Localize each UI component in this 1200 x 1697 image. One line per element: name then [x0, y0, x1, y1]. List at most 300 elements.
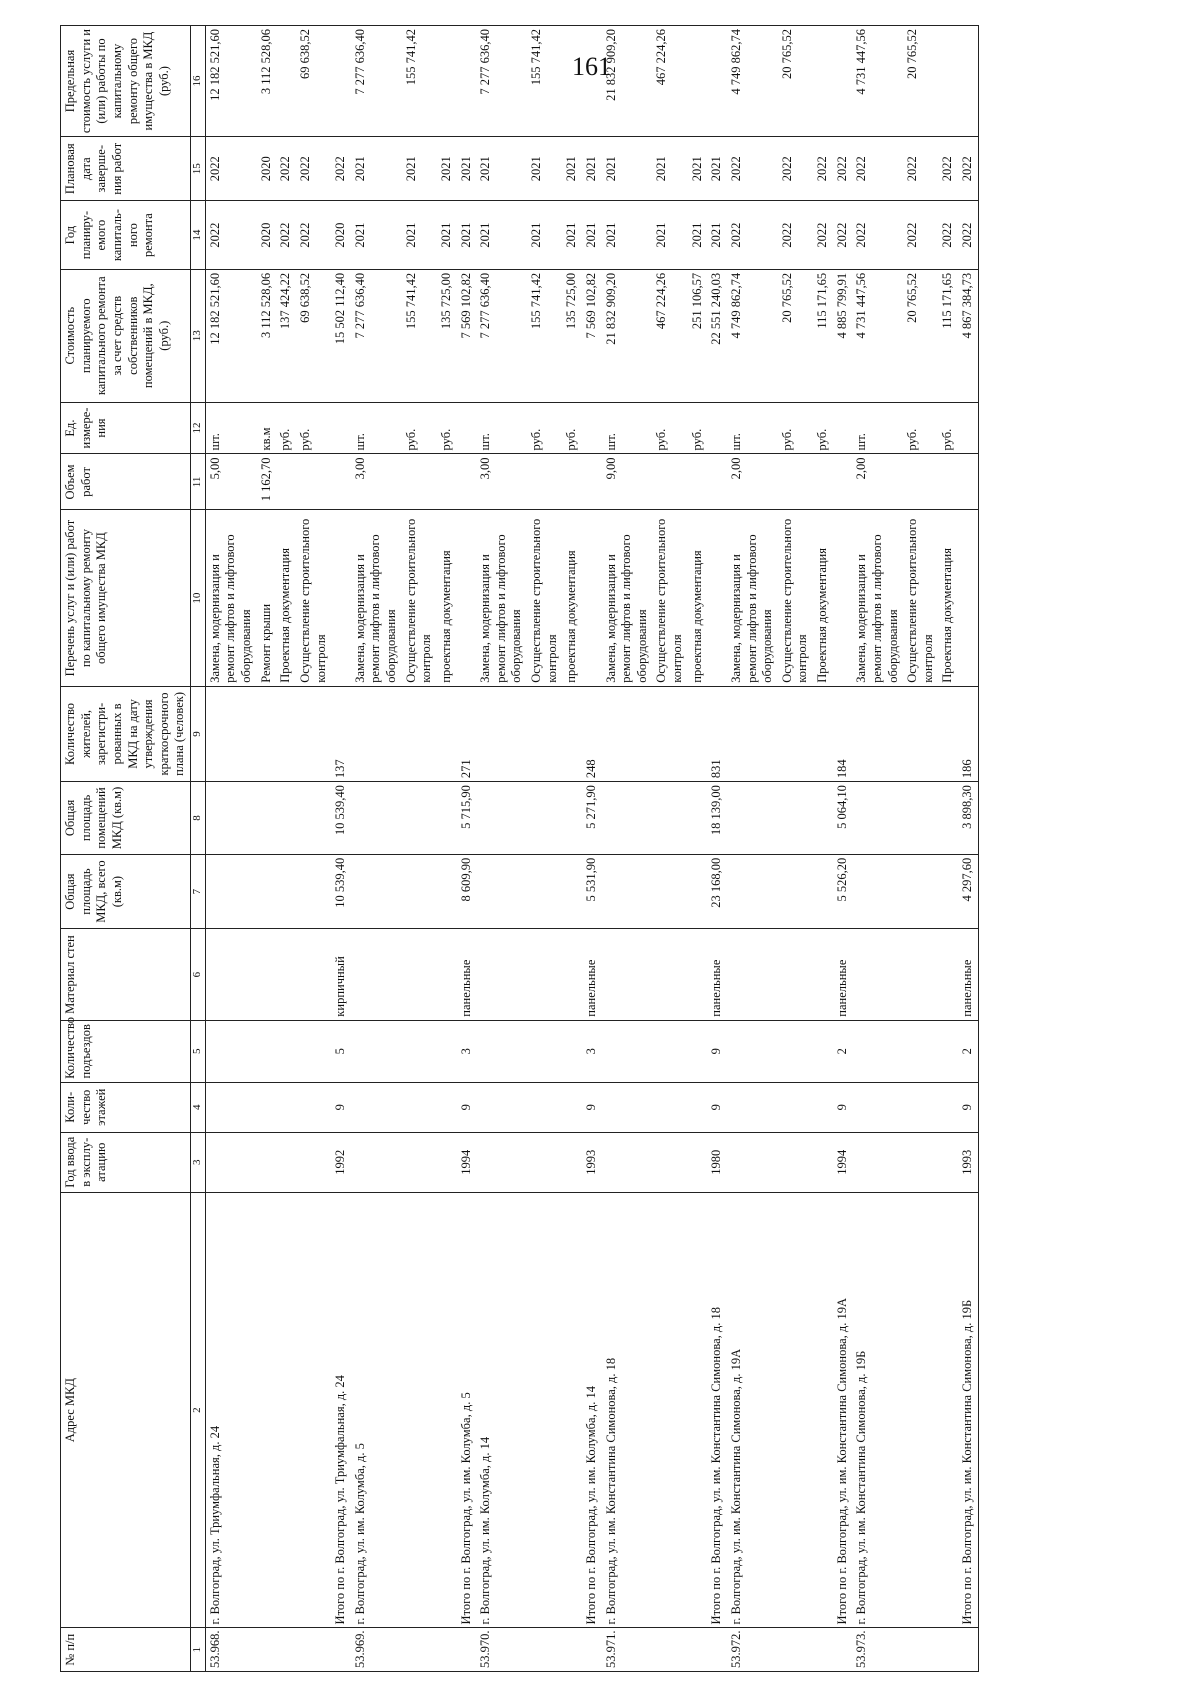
cell-col-3 [903, 1132, 938, 1192]
cell-col-3 [852, 1132, 903, 1192]
cell-col-10: Проектная документация [813, 510, 833, 686]
cell-col-12: кв.м [257, 402, 277, 454]
cell-col-3: 1994 [833, 1132, 853, 1192]
cell-col-16 [582, 26, 602, 137]
cell-col-9 [852, 686, 903, 781]
cell-col-2 [903, 1192, 938, 1628]
cell-col-9 [602, 686, 653, 781]
cell-col-16: 155 741,42 [527, 26, 562, 137]
cell-col-13: 4 749 862,74 [727, 269, 778, 402]
cell-col-11 [331, 454, 351, 510]
cell-col-15: 2021 [402, 137, 437, 201]
cell-col-3 [402, 1132, 437, 1192]
column-number: 10 [191, 510, 206, 686]
cell-col-15: 2022 [903, 137, 938, 201]
cell-col-15: 2022 [331, 137, 351, 201]
cell-col-14: 2021 [437, 201, 457, 269]
cell-col-8 [652, 782, 687, 855]
cell-col-3 [527, 1132, 562, 1192]
cell-col-9 [562, 686, 582, 781]
table-row [476, 26, 527, 1672]
cell-col-13: 135 725,00 [437, 269, 457, 402]
cell-col-6 [813, 929, 833, 1020]
cell-col-3 [562, 1132, 582, 1192]
cell-col-1 [582, 1628, 602, 1672]
cell-col-13: 20 765,52 [903, 269, 938, 402]
cell-col-8 [938, 782, 958, 855]
total-row [331, 26, 351, 1672]
rotated-table-wrapper [60, 25, 1160, 1672]
cell-col-6 [852, 929, 903, 1020]
cell-col-8 [778, 782, 813, 855]
cell-col-16: 3 112 528,06 [257, 26, 277, 137]
cell-col-5: 9 [707, 1020, 727, 1082]
cell-col-7 [527, 854, 562, 929]
cell-col-6 [903, 929, 938, 1020]
cell-col-11 [778, 454, 813, 510]
cell-col-15: 2022 [276, 137, 296, 201]
cell-col-1: 53.970. [476, 1628, 527, 1672]
header-cell: Плановая дата заверше-ния работ [61, 137, 191, 201]
cell-col-11 [402, 454, 437, 510]
cell-col-12: шт. [351, 402, 402, 454]
cell-col-10 [582, 510, 602, 686]
cell-col-5: 3 [582, 1020, 602, 1082]
cell-col-6 [205, 929, 256, 1020]
cell-col-2: г. Волгоград, ул. им. Константина Симонова, д. 18 [602, 1192, 653, 1628]
cell-col-10: Осуществление строительного контроля [652, 510, 687, 686]
cell-col-9 [476, 686, 527, 781]
cell-col-14: 2021 [582, 201, 602, 269]
cell-col-11 [296, 454, 331, 510]
cell-col-7 [437, 854, 457, 929]
table-row [402, 26, 437, 1672]
column-number: 6 [191, 929, 206, 1020]
table-row [813, 26, 833, 1672]
cell-col-6 [296, 929, 331, 1020]
cell-col-11 [457, 454, 477, 510]
cell-col-9 [437, 686, 457, 781]
cell-col-1 [833, 1628, 853, 1672]
total-row [457, 26, 477, 1672]
cell-col-11 [652, 454, 687, 510]
column-number: 7 [191, 854, 206, 929]
cell-col-11 [958, 454, 978, 510]
cell-col-9: 248 [582, 686, 602, 781]
cell-col-13: 467 224,26 [652, 269, 687, 402]
cell-col-5: 3 [457, 1020, 477, 1082]
cell-col-1 [437, 1628, 457, 1672]
cell-col-1 [257, 1628, 277, 1672]
cell-col-3 [778, 1132, 813, 1192]
cell-col-11: 1 162,70 [257, 454, 277, 510]
cell-col-6 [602, 929, 653, 1020]
cell-col-5: 2 [958, 1020, 978, 1082]
header-cell: № п/п [61, 1628, 191, 1672]
cell-col-4 [351, 1082, 402, 1132]
cell-col-13: 135 725,00 [562, 269, 582, 402]
cell-col-12: руб. [688, 402, 708, 454]
cell-col-12: руб. [296, 402, 331, 454]
cell-col-14: 2021 [351, 201, 402, 269]
cell-col-16 [938, 26, 958, 137]
cell-col-10: Осуществление строительного контроля [778, 510, 813, 686]
column-number-row [191, 26, 206, 1672]
cell-col-2 [688, 1192, 708, 1628]
cell-col-14: 2021 [707, 201, 727, 269]
cell-col-12: руб. [903, 402, 938, 454]
cell-col-10: Замена, модернизация и ремонт лифтов и лифтового оборудования [727, 510, 778, 686]
cell-col-12 [958, 402, 978, 454]
cell-col-15: 2021 [527, 137, 562, 201]
cell-col-12: руб. [527, 402, 562, 454]
cell-col-10: Замена, модернизация и ремонт лифтов и лифтового оборудования [852, 510, 903, 686]
cell-col-6: панельные [582, 929, 602, 1020]
cell-col-8 [205, 782, 256, 855]
cell-col-3 [652, 1132, 687, 1192]
page-number: 161 [572, 52, 611, 81]
cell-col-12: шт. [852, 402, 903, 454]
cell-col-10: проектная документация [437, 510, 457, 686]
cell-col-5 [688, 1020, 708, 1082]
cell-col-11 [562, 454, 582, 510]
cell-col-16: 20 765,52 [778, 26, 813, 137]
cell-col-3: 1980 [707, 1132, 727, 1192]
header-row [61, 26, 191, 1672]
cell-col-15: 2021 [476, 137, 527, 201]
header-cell: Адрес МКД [61, 1192, 191, 1628]
cell-col-13: 22 551 240,03 [707, 269, 727, 402]
cell-col-8 [351, 782, 402, 855]
cell-col-1 [402, 1628, 437, 1672]
cell-col-2: Итого по г. Волгоград, ул. им. Колумба, д. 14 [582, 1192, 602, 1628]
cell-col-5 [652, 1020, 687, 1082]
cell-col-13: 115 171,65 [938, 269, 958, 402]
cell-col-9: 186 [958, 686, 978, 781]
cell-col-1 [707, 1628, 727, 1672]
cell-col-7: 5 526,20 [833, 854, 853, 929]
cell-col-1 [813, 1628, 833, 1672]
cell-col-8 [602, 782, 653, 855]
cell-col-11: 9,00 [602, 454, 653, 510]
cell-col-1 [688, 1628, 708, 1672]
cell-col-1 [331, 1628, 351, 1672]
cell-col-5 [437, 1020, 457, 1082]
cell-col-3 [437, 1132, 457, 1192]
cell-col-3 [351, 1132, 402, 1192]
cell-col-3 [688, 1132, 708, 1192]
cell-col-1: 53.971. [602, 1628, 653, 1672]
cell-col-12 [582, 402, 602, 454]
cell-col-16: 4 749 862,74 [727, 26, 778, 137]
cell-col-7: 23 168,00 [707, 854, 727, 929]
cell-col-4 [562, 1082, 582, 1132]
cell-col-9 [205, 686, 256, 781]
cell-col-4 [778, 1082, 813, 1132]
cell-col-10: Проектная документация [938, 510, 958, 686]
cell-col-15: 2022 [938, 137, 958, 201]
cell-col-5 [257, 1020, 277, 1082]
cell-col-11 [527, 454, 562, 510]
cell-col-9 [351, 686, 402, 781]
cell-col-3: 1994 [457, 1132, 477, 1192]
column-number: 11 [191, 454, 206, 510]
cell-col-13: 115 171,65 [813, 269, 833, 402]
cell-col-7 [476, 854, 527, 929]
cell-col-9 [688, 686, 708, 781]
cell-col-10: проектная документация [562, 510, 582, 686]
cell-col-3 [727, 1132, 778, 1192]
cell-col-11 [437, 454, 457, 510]
cell-col-12: руб. [276, 402, 296, 454]
cell-col-15: 2022 [833, 137, 853, 201]
cell-col-2: г. Волгоград, ул. им. Колумба, д. 5 [351, 1192, 402, 1628]
cell-col-12 [833, 402, 853, 454]
cell-col-8 [276, 782, 296, 855]
cell-col-14: 2021 [562, 201, 582, 269]
cell-col-8 [527, 782, 562, 855]
cell-col-12: руб. [938, 402, 958, 454]
cell-col-2: Итого по г. Волгоград, ул. им. Константина Симонова, д. 18 [707, 1192, 727, 1628]
cell-col-15: 2021 [602, 137, 653, 201]
cell-col-3 [602, 1132, 653, 1192]
cell-col-3 [205, 1132, 256, 1192]
cell-col-7 [652, 854, 687, 929]
cell-col-8 [852, 782, 903, 855]
cell-col-4 [296, 1082, 331, 1132]
header-cell: Год планиру-емого капиталь-ного ремонта [61, 201, 191, 269]
cell-col-12: шт. [602, 402, 653, 454]
cell-col-2: г. Волгоград, ул. им. Колумба, д. 14 [476, 1192, 527, 1628]
cell-col-12: руб. [778, 402, 813, 454]
cell-col-14: 2022 [276, 201, 296, 269]
cell-col-2 [938, 1192, 958, 1628]
cell-col-9 [813, 686, 833, 781]
cell-col-8 [437, 782, 457, 855]
cell-col-6 [276, 929, 296, 1020]
cell-col-4: 9 [833, 1082, 853, 1132]
cell-col-13: 7 569 102,82 [457, 269, 477, 402]
header-cell: Стоимость планируемого капитального ремонта за счет средств собственников помещений в МКД, (руб.) [61, 269, 191, 402]
cell-col-4: 9 [457, 1082, 477, 1132]
cell-col-10: Замена, модернизация и ремонт лифтов и лифтового оборудования [351, 510, 402, 686]
cell-col-5 [296, 1020, 331, 1082]
table-row [602, 26, 653, 1672]
cell-col-4 [938, 1082, 958, 1132]
column-number: 9 [191, 686, 206, 781]
table-row [938, 26, 958, 1672]
cell-col-2: г. Волгоград, ул. им. Константина Симонова, д. 19А [727, 1192, 778, 1628]
cell-col-13: 7 277 636,40 [351, 269, 402, 402]
cell-col-16: 21 832 909,20 [602, 26, 653, 137]
cell-col-12: шт. [476, 402, 527, 454]
cell-col-14: 2020 [331, 201, 351, 269]
cell-col-15: 2021 [351, 137, 402, 201]
cell-col-5 [727, 1020, 778, 1082]
cell-col-9: 137 [331, 686, 351, 781]
cell-col-8 [476, 782, 527, 855]
cell-col-9 [257, 686, 277, 781]
column-number: 2 [191, 1192, 206, 1628]
header-cell: Предельная стоимость услуги и (или) работы по капитальному ремонту общего имущества в МКД (руб.) [61, 26, 191, 137]
total-row [833, 26, 853, 1672]
cell-col-7: 4 297,60 [958, 854, 978, 929]
cell-col-10: Осуществление строительного контроля [402, 510, 437, 686]
cell-col-5 [562, 1020, 582, 1082]
cell-col-7 [852, 854, 903, 929]
cell-col-9 [527, 686, 562, 781]
cell-col-1: 53.973. [852, 1628, 903, 1672]
cell-col-16 [958, 26, 978, 137]
cell-col-2: г. Волгоград, ул. Триумфальная, д. 24 [205, 1192, 256, 1628]
header-cell: Общая площадь помещений МКД (кв.м) [61, 782, 191, 855]
cell-col-16: 7 277 636,40 [351, 26, 402, 137]
cell-col-16: 12 182 521,60 [205, 26, 256, 137]
cell-col-13: 15 502 112,40 [331, 269, 351, 402]
cell-col-14: 2021 [688, 201, 708, 269]
cell-col-2: Итого по г. Волгоград, ул. им. Константина Симонова, д. 19Б [958, 1192, 978, 1628]
cell-col-1 [938, 1628, 958, 1672]
cell-col-8 [813, 782, 833, 855]
cell-col-7 [562, 854, 582, 929]
cell-col-5 [778, 1020, 813, 1082]
cell-col-5 [402, 1020, 437, 1082]
cell-col-3: 1993 [582, 1132, 602, 1192]
cell-col-15: 2022 [205, 137, 256, 201]
column-number: 3 [191, 1132, 206, 1192]
repair-plan-table [60, 25, 979, 1672]
column-number: 16 [191, 26, 206, 137]
cell-col-7 [351, 854, 402, 929]
cell-col-3 [476, 1132, 527, 1192]
cell-col-3 [257, 1132, 277, 1192]
cell-col-10 [707, 510, 727, 686]
cell-col-15: 2021 [582, 137, 602, 201]
cell-col-11 [688, 454, 708, 510]
cell-col-10: Замена, модернизация и ремонт лифтов и лифтового оборудования [205, 510, 256, 686]
header-cell: Ед. измере-ния [61, 402, 191, 454]
cell-col-16: 20 765,52 [903, 26, 938, 137]
cell-col-14: 2022 [813, 201, 833, 269]
cell-col-11: 3,00 [476, 454, 527, 510]
cell-col-11 [582, 454, 602, 510]
cell-col-13: 137 424,22 [276, 269, 296, 402]
cell-col-9: 831 [707, 686, 727, 781]
cell-col-3: 1993 [958, 1132, 978, 1192]
cell-col-10: Замена, модернизация и ремонт лифтов и лифтового оборудования [476, 510, 527, 686]
cell-col-11 [833, 454, 853, 510]
cell-col-9: 184 [833, 686, 853, 781]
cell-col-9 [402, 686, 437, 781]
header-cell: Объем работ [61, 454, 191, 510]
header-cell: Коли-чество этажей [61, 1082, 191, 1132]
cell-col-2 [778, 1192, 813, 1628]
cell-col-15: 2022 [727, 137, 778, 201]
cell-col-8: 5 715,90 [457, 782, 477, 855]
cell-col-1 [296, 1628, 331, 1672]
cell-col-9 [903, 686, 938, 781]
cell-col-15: 2020 [257, 137, 277, 201]
cell-col-13: 7 569 102,82 [582, 269, 602, 402]
cell-col-2 [276, 1192, 296, 1628]
cell-col-8 [727, 782, 778, 855]
cell-col-9 [276, 686, 296, 781]
cell-col-14: 2021 [402, 201, 437, 269]
cell-col-5 [852, 1020, 903, 1082]
cell-col-16: 467 224,26 [652, 26, 687, 137]
cell-col-11 [813, 454, 833, 510]
cell-col-16 [437, 26, 457, 137]
cell-col-2: Итого по г. Волгоград, ул. им. Константина Симонова, д. 19А [833, 1192, 853, 1628]
cell-col-10: проектная документация [688, 510, 708, 686]
cell-col-13: 4 731 447,56 [852, 269, 903, 402]
cell-col-7 [903, 854, 938, 929]
cell-col-11 [938, 454, 958, 510]
table-row [727, 26, 778, 1672]
cell-col-14: 2021 [602, 201, 653, 269]
cell-col-6 [778, 929, 813, 1020]
cell-col-6 [688, 929, 708, 1020]
cell-col-1 [958, 1628, 978, 1672]
cell-col-8: 3 898,30 [958, 782, 978, 855]
cell-col-16: 7 277 636,40 [476, 26, 527, 137]
cell-col-13: 69 638,52 [296, 269, 331, 402]
cell-col-14: 2022 [296, 201, 331, 269]
cell-col-2 [562, 1192, 582, 1628]
cell-col-14: 2022 [852, 201, 903, 269]
cell-col-6: кирпичный [331, 929, 351, 1020]
cell-col-15: 2021 [707, 137, 727, 201]
cell-col-8: 18 139,00 [707, 782, 727, 855]
table-row [276, 26, 296, 1672]
table-row [688, 26, 708, 1672]
cell-col-4: 9 [958, 1082, 978, 1132]
cell-col-14: 2022 [205, 201, 256, 269]
cell-col-16: 155 741,42 [402, 26, 437, 137]
cell-col-14: 2021 [476, 201, 527, 269]
cell-col-13: 4 885 799,91 [833, 269, 853, 402]
cell-col-11: 2,00 [727, 454, 778, 510]
cell-col-13: 12 182 521,60 [205, 269, 256, 402]
cell-col-10: Проектная документация [276, 510, 296, 686]
cell-col-8 [257, 782, 277, 855]
cell-col-12: шт. [727, 402, 778, 454]
cell-col-13: 4 867 384,73 [958, 269, 978, 402]
cell-col-10: Ремонт крыши [257, 510, 277, 686]
cell-col-16 [562, 26, 582, 137]
cell-col-1 [778, 1628, 813, 1672]
header-cell: Перечень услуг и (или) работ по капитальному ремонту общего имущества МКД [61, 510, 191, 686]
cell-col-1 [652, 1628, 687, 1672]
cell-col-12 [331, 402, 351, 454]
total-row [958, 26, 978, 1672]
cell-col-6: панельные [457, 929, 477, 1020]
cell-col-6 [257, 929, 277, 1020]
cell-col-5 [813, 1020, 833, 1082]
cell-col-7 [296, 854, 331, 929]
cell-col-1 [527, 1628, 562, 1672]
cell-col-4 [727, 1082, 778, 1132]
cell-col-4: 9 [582, 1082, 602, 1132]
cell-col-13: 7 277 636,40 [476, 269, 527, 402]
cell-col-15: 2022 [813, 137, 833, 201]
cell-col-9 [938, 686, 958, 781]
cell-col-14: 2022 [833, 201, 853, 269]
cell-col-5 [476, 1020, 527, 1082]
cell-col-7 [602, 854, 653, 929]
cell-col-9 [296, 686, 331, 781]
cell-col-5: 2 [833, 1020, 853, 1082]
